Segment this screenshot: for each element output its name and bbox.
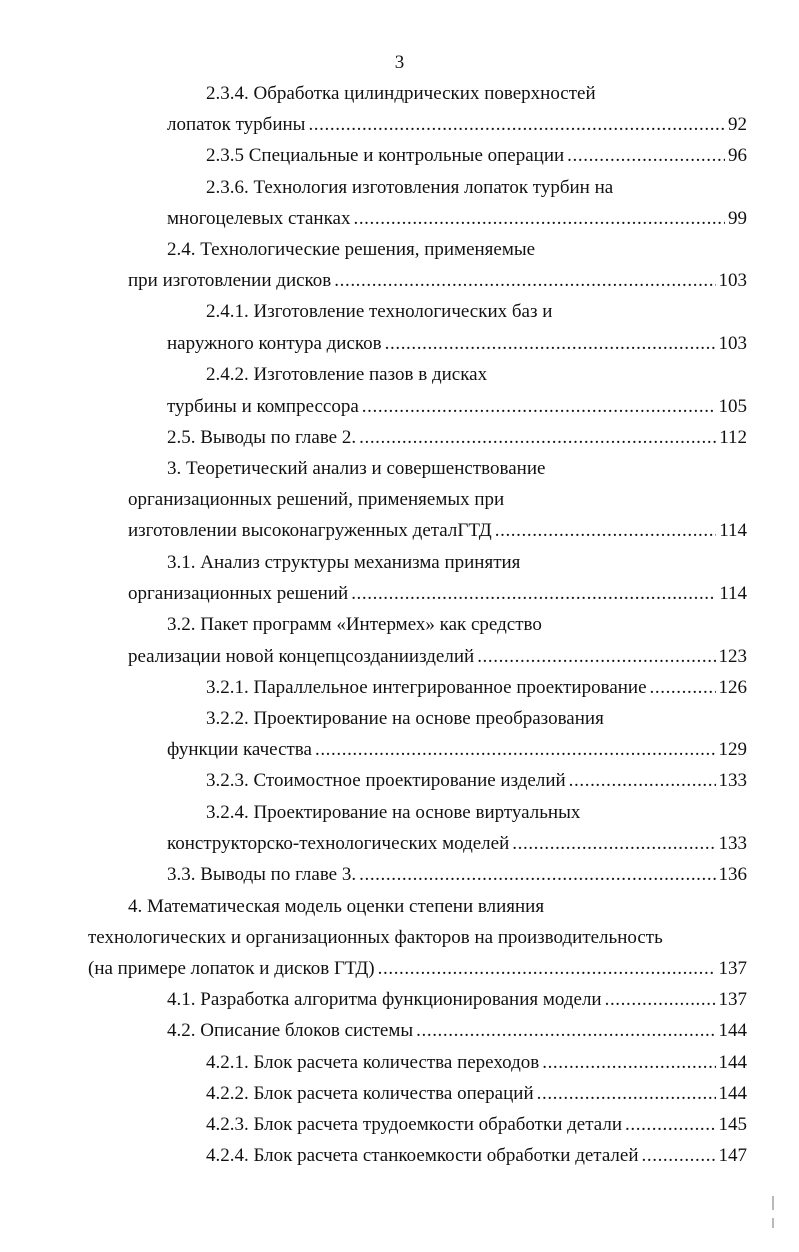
toc-2-5-page: 112 bbox=[719, 427, 747, 448]
toc-2-4-1-page: 103 bbox=[718, 333, 747, 354]
toc-3-2-2-text: функции качества bbox=[167, 739, 312, 760]
toc-4-1-page: 137 bbox=[718, 989, 747, 1010]
toc-dot-leader bbox=[359, 861, 715, 889]
toc-4-2-2-page: 144 bbox=[718, 1083, 747, 1104]
toc-2-4-1-text: наружного контура дисков bbox=[167, 333, 382, 354]
toc-entry-4-2-4 bbox=[206, 1142, 747, 1170]
toc-dot-leader bbox=[362, 393, 716, 421]
toc-3-2-1-text: 3.2.1. Параллельное интегрированное проектирование bbox=[206, 677, 647, 698]
toc-4-2-4-page: 147 bbox=[718, 1145, 747, 1166]
toc-dot-leader bbox=[625, 1111, 715, 1139]
toc-entry-3-1 bbox=[128, 580, 747, 608]
toc-dot-leader bbox=[642, 1142, 716, 1170]
toc-entry-4-2-3 bbox=[206, 1111, 747, 1139]
toc-4-2-3-text: 4.2.3. Блок расчета трудоемкости обработки детали bbox=[206, 1114, 623, 1135]
toc-2-4-2-page: 105 bbox=[718, 396, 747, 417]
toc-dot-leader bbox=[378, 955, 716, 983]
toc-4-1-text: 4.1. Разработка алгоритма функционирования модели bbox=[167, 989, 602, 1010]
toc-4-2-1-page: 144 bbox=[718, 1052, 747, 1073]
page-number: 3 bbox=[394, 52, 405, 73]
toc-3-3-page: 136 bbox=[718, 864, 747, 885]
toc-dot-leader bbox=[537, 1080, 716, 1108]
toc-3-text: изготовлении высоконагруженных деталГТД bbox=[128, 520, 492, 541]
toc-3-2-page: 123 bbox=[718, 646, 747, 667]
toc-3-2-2-page: 129 bbox=[718, 739, 747, 760]
toc-3-title-cont: организационных решений, применяемых при bbox=[128, 489, 505, 510]
toc-2-4-text: при изготовлении дисков bbox=[128, 270, 332, 291]
toc-3-2-title: 3.2. Пакет программ «Интермех» как средство bbox=[167, 614, 542, 635]
toc-4-title-cont: технологических и организационных факторов на производительность bbox=[88, 927, 663, 948]
toc-2-3-4-page: 92 bbox=[728, 114, 747, 135]
toc-2-3-6-page: 99 bbox=[728, 208, 747, 229]
toc-dot-leader bbox=[477, 643, 715, 671]
toc-entry-3-2-4 bbox=[167, 830, 747, 858]
toc-entry-4-2 bbox=[167, 1017, 747, 1045]
toc-3-title: 3. Теоретический анализ и совершенствование bbox=[167, 458, 546, 479]
toc-dot-leader bbox=[315, 736, 716, 764]
toc-2-4-page: 103 bbox=[718, 270, 747, 291]
toc-2-3-6-title: 2.3.6. Технология изготовления лопаток турбин на bbox=[206, 177, 614, 198]
toc-entry-2-3-4 bbox=[167, 111, 747, 139]
toc-entry-4-2-2 bbox=[206, 1080, 747, 1108]
toc-4-2-text: 4.2. Описание блоков системы bbox=[167, 1020, 414, 1041]
toc-entry-2-4-2 bbox=[167, 393, 747, 421]
toc-dot-leader bbox=[569, 767, 716, 795]
toc-3-2-4-page: 133 bbox=[718, 833, 747, 854]
toc-dot-leader bbox=[416, 1017, 715, 1045]
toc-4-title: 4. Математическая модель оценки степени влияния bbox=[128, 896, 545, 917]
toc-entry-3-2 bbox=[128, 643, 747, 671]
toc-3-2-2-title: 3.2.2. Проектирование на основе преобразования bbox=[206, 708, 604, 729]
toc-entry-2-4-1 bbox=[167, 330, 747, 358]
toc-entry-3-3 bbox=[167, 861, 747, 889]
toc-dot-leader bbox=[605, 986, 716, 1014]
toc-dot-leader bbox=[567, 142, 725, 170]
toc-3-2-3-text: 3.2.3. Стоимостное проектирование изделий bbox=[206, 770, 566, 791]
toc-4-2-3-page: 145 bbox=[718, 1114, 747, 1135]
toc-entry-3 bbox=[128, 517, 747, 545]
toc-4-2-page: 144 bbox=[718, 1020, 747, 1041]
toc-3-3-text: 3.3. Выводы по главе 3. bbox=[167, 864, 357, 885]
toc-2-3-4-title: 2.3.4. Обработка цилиндрических поверхностей bbox=[206, 83, 596, 104]
toc-2-3-6-text: многоцелевых станках bbox=[167, 208, 351, 229]
toc-dot-leader bbox=[359, 424, 716, 452]
toc-entry-2-3-6 bbox=[167, 205, 747, 233]
toc-entry-4-1 bbox=[167, 986, 747, 1014]
toc-entry-2-3-5 bbox=[206, 142, 747, 170]
toc-2-5-text: 2.5. Выводы по главе 2. bbox=[167, 427, 357, 448]
toc-3-2-text: реализации новой концепцсозданиизделий bbox=[128, 646, 475, 667]
toc-entry-2-4 bbox=[128, 267, 747, 295]
toc-dot-leader bbox=[353, 205, 725, 233]
toc-dot-leader bbox=[351, 580, 716, 608]
toc-entry-2-5 bbox=[167, 424, 747, 452]
toc-dot-leader bbox=[385, 330, 716, 358]
scan-artifact bbox=[772, 1196, 774, 1210]
toc-3-page: 114 bbox=[719, 520, 747, 541]
toc-3-2-4-text: конструкторско-технологических моделей bbox=[167, 833, 510, 854]
toc-2-4-2-title: 2.4.2. Изготовление пазов в дисках bbox=[206, 364, 488, 385]
toc-dot-leader bbox=[334, 267, 715, 295]
toc-entry-4-2-1 bbox=[206, 1049, 747, 1077]
toc-3-1-title: 3.1. Анализ структуры механизма принятия bbox=[167, 552, 521, 573]
toc-dot-leader bbox=[495, 517, 716, 545]
toc-dot-leader bbox=[542, 1049, 715, 1077]
toc-dot-leader bbox=[650, 674, 716, 702]
toc-3-2-4-title: 3.2.4. Проектирование на основе виртуальных bbox=[206, 802, 581, 823]
toc-entry-3-2-1 bbox=[206, 674, 747, 702]
toc-4-2-4-text: 4.2.4. Блок расчета станкоемкости обработки деталей bbox=[206, 1145, 639, 1166]
toc-2-3-5-page: 96 bbox=[728, 145, 747, 166]
toc-2-4-1-title: 2.4.1. Изготовление технологических баз и bbox=[206, 301, 553, 322]
toc-entry-4 bbox=[88, 955, 747, 983]
toc-2-3-4-text: лопаток турбины bbox=[167, 114, 306, 135]
toc-dot-leader bbox=[308, 111, 725, 139]
toc-3-1-text: организационных решений bbox=[128, 583, 349, 604]
toc-3-1-page: 114 bbox=[719, 583, 747, 604]
toc-entry-3-2-2 bbox=[167, 736, 747, 764]
toc-2-4-2-text: турбины и компрессора bbox=[167, 396, 359, 417]
toc-3-2-3-page: 133 bbox=[718, 770, 747, 791]
toc-2-3-5-text: 2.3.5 Специальные и контрольные операции bbox=[206, 145, 565, 166]
toc-4-text: (на примере лопаток и дисков ГТД) bbox=[88, 958, 375, 979]
scan-artifact bbox=[772, 1218, 774, 1228]
toc-4-2-2-text: 4.2.2. Блок расчета количества операций bbox=[206, 1083, 534, 1104]
toc-dot-leader bbox=[512, 830, 715, 858]
toc-4-2-1-text: 4.2.1. Блок расчета количества переходов bbox=[206, 1052, 540, 1073]
toc-entry-3-2-3 bbox=[206, 767, 747, 795]
toc-2-4-title: 2.4. Технологические решения, применяемые bbox=[167, 239, 536, 260]
toc-4-page: 137 bbox=[718, 958, 747, 979]
toc-3-2-1-page: 126 bbox=[718, 677, 747, 698]
